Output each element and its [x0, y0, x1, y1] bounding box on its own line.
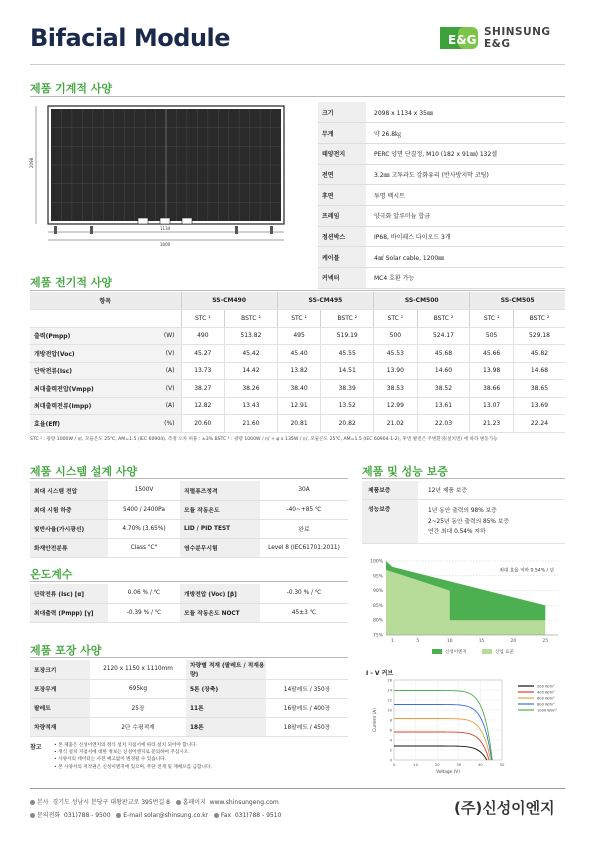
- spec-value: 695kg: [90, 679, 186, 698]
- spec-key: 5톤 (장축): [186, 679, 266, 698]
- note-item: [54, 764, 212, 771]
- table-row: [30, 603, 348, 622]
- bullet-icon: [30, 813, 35, 818]
- spec-key: 전면: [318, 164, 366, 185]
- spec-value: PERC 양면 단결정, M10 (182 x 91㎜) 132셀: [366, 143, 565, 164]
- spec-row: [318, 226, 565, 247]
- stc-header: STC ¹: [374, 310, 418, 328]
- table-cell: 490: [181, 327, 225, 345]
- x-tick-label: 40: [477, 762, 483, 767]
- spec-value: 3.2㎜ 고투과도 강화유리 (반사방지막 코팅): [366, 164, 565, 185]
- footer-divider: [30, 788, 565, 789]
- spec-value: 14팔레트 / 350장: [266, 679, 348, 698]
- row-unit: (V): [145, 380, 181, 398]
- warranty-perf-value: [418, 499, 565, 543]
- x-tick-label: 1: [390, 639, 394, 644]
- y-tick-label: 16: [387, 677, 392, 683]
- brand-line-2: E&G: [484, 38, 511, 50]
- legend-label: 600 W/m²: [537, 696, 555, 701]
- model-header: SS-CM495: [277, 292, 373, 310]
- row-label: 출력(Pmpp): [30, 327, 145, 345]
- table-cell: 45.27: [181, 345, 225, 363]
- iv-chart-title: I - V 커브: [366, 670, 394, 677]
- table-row: [30, 415, 565, 433]
- spec-value: 1500V: [108, 481, 180, 500]
- spec-value: 완료: [260, 519, 348, 538]
- table-cell: 13.07: [470, 397, 514, 415]
- table-cell: 45.53: [374, 345, 418, 363]
- bstc-header: BSTC ²: [321, 310, 374, 328]
- spec-value: 45±3 ℃: [260, 603, 348, 622]
- bstc-header: BSTC ²: [513, 310, 565, 328]
- table-cell: 45.82: [513, 345, 565, 363]
- y-tick-label: 8: [389, 717, 392, 723]
- section-divider: [30, 657, 348, 658]
- y-tick-label: 95%: [372, 574, 383, 580]
- x-tick-label: 15: [478, 639, 485, 644]
- spec-row: [318, 268, 565, 289]
- row-label: 단락전류(Isc): [30, 362, 145, 380]
- warranty-product-value: 12년 제품 보증: [418, 481, 565, 499]
- table-cell: 21.60: [225, 415, 278, 433]
- bstc-header: BSTC ²: [225, 310, 278, 328]
- footer-home-label: 홈페이지: [182, 799, 206, 806]
- note-text: 본 제품은 신성이엔지의 정식 설치 지침서에 따라 설치 되어야 합니다.: [58, 743, 198, 748]
- y-tick-label: 0: [389, 757, 392, 763]
- row-unit: (A): [145, 362, 181, 380]
- spec-value: 25장: [90, 698, 186, 717]
- warranty-perf-line: 2~25년 동안 출력의 85% 보증: [428, 518, 509, 525]
- bullet-icon: [214, 813, 219, 818]
- spec-row: [318, 143, 565, 164]
- spec-key: 최대출력 (Pmpp) [γ]: [30, 603, 108, 622]
- table-cell: 529.18: [513, 327, 565, 345]
- note-text: 본 사양서의 저작권은 신성이엔지에 있으며, 무단 전재 및 재배포를 금합니다.: [58, 764, 212, 770]
- brand-name: [484, 26, 551, 50]
- spec-value: 30A: [260, 481, 348, 500]
- y-tick-label: 14: [387, 687, 392, 693]
- table-row: [30, 679, 348, 698]
- note-item: [54, 756, 212, 763]
- spec-key: 프레임: [318, 205, 366, 226]
- warranty-product-label: 제품보증: [362, 481, 418, 499]
- section-title-electrical: 제품 전기적 사양: [30, 276, 113, 289]
- spec-row: [318, 247, 565, 268]
- bullet-icon: •: [54, 757, 59, 763]
- y-tick-label: 75%: [372, 633, 383, 639]
- section-divider: [362, 478, 565, 479]
- y-tick-label: 2: [389, 747, 392, 753]
- spec-value: 5400 / 2400Pa: [108, 500, 180, 519]
- table-row: [30, 698, 348, 717]
- section-divider: [30, 96, 565, 97]
- spec-key: 포장무게: [30, 679, 90, 698]
- spec-value: Level 8 (IEC61701:2011): [260, 538, 348, 557]
- table-row: [30, 519, 348, 538]
- spec-key: 염수분무시험: [180, 538, 260, 557]
- footer-fax: 031)788 - 9510: [234, 812, 282, 819]
- spec-row: [318, 102, 565, 123]
- logo-mark-icon: [440, 24, 480, 52]
- temperature-table: [30, 584, 348, 623]
- y-tick-label: 85%: [372, 603, 383, 609]
- drawing-sub-label: 1000: [160, 242, 171, 247]
- spec-value: MC4 호환 가능: [366, 268, 565, 289]
- table-cell: 45.66: [470, 345, 514, 363]
- warranty-perf-line: 1년 동안 출력의 98% 보증: [428, 508, 497, 515]
- table-cell: 20.60: [181, 415, 225, 433]
- electrical-footnote: STC ¹ : 광량 1000W / ㎡, 모듈온도 25℃, AM=1.5 (IEC 60904), 측정 오차 허용 : ±3% BSTC ² : 광량 1000W / ㎡ + φ x 135W / ㎡, 모듈온도 25℃, AM=1.5 (IEC 60904-1-2), 후면 발전은 주변환경(설치면) 에 따라 변동가능: [30, 437, 498, 442]
- section-divider: [30, 478, 348, 479]
- table-cell: 21.23: [470, 415, 514, 433]
- spec-value: Class "C": [108, 538, 180, 557]
- row-label: 개방전압(Voc): [30, 345, 145, 363]
- y-tick-label: 6: [389, 727, 392, 733]
- table-cell: 22.03: [417, 415, 470, 433]
- row-unit: (W): [145, 327, 181, 345]
- row-unit: (V): [145, 345, 181, 363]
- notes-label: 참고: [30, 744, 42, 751]
- spec-value: 2120 x 1150 x 1110mm: [90, 660, 186, 679]
- table-cell: 513.82: [225, 327, 278, 345]
- spec-row: [318, 205, 565, 226]
- spec-value: 18팔레트 / 450장: [266, 717, 348, 736]
- x-tick-label: 50: [499, 762, 505, 767]
- spec-key: 정션박스: [318, 226, 366, 247]
- table-cell: 38.40: [277, 380, 321, 398]
- y-axis-label: Current (A): [373, 708, 378, 732]
- table-cell: 519.19: [321, 327, 374, 345]
- table-cell: 21.02: [374, 415, 418, 433]
- footer-brand: (주)신성이엔지: [454, 799, 555, 817]
- table-row: [30, 538, 348, 557]
- legend-label: 400 W/m²: [537, 690, 555, 695]
- bullet-icon: •: [54, 743, 59, 748]
- table-cell: 505: [470, 327, 514, 345]
- x-axis-label: Voltage (V): [436, 770, 460, 775]
- section-title-mechanical: 제품 기계적 사양: [30, 82, 113, 95]
- section-title-temperature: 온도계수: [30, 568, 73, 581]
- legend-label: 200 W/m²: [537, 684, 555, 689]
- footer-hq-label: 본사: [37, 799, 49, 806]
- bstc-header: BSTC ²: [417, 310, 470, 328]
- x-tick-label: 5: [416, 639, 420, 644]
- x-tick-label: 0: [392, 762, 396, 767]
- model-header: SS-CM505: [470, 292, 565, 310]
- table-cell: 22.24: [513, 415, 565, 433]
- table-cell: 20.81: [277, 415, 321, 433]
- row-label: 최대출력전압(Vmpp): [30, 380, 145, 398]
- footer-tel: 031)788 - 9500: [64, 812, 111, 819]
- table-row: [30, 481, 348, 500]
- row-label: 최대출력전류(Impp): [30, 397, 145, 415]
- electrical-spec-table: [30, 292, 565, 433]
- warranty-perf-line: 연간 최대 0.54% 저하: [428, 529, 486, 536]
- y-tick-label: 4: [389, 737, 392, 743]
- table-row: [30, 327, 565, 345]
- spec-key: 팔레트: [30, 698, 90, 717]
- legend-swatch: [432, 649, 442, 654]
- footer-line-1: [30, 797, 279, 806]
- spec-value: IP68, 바이패스 다이오드 3개: [366, 226, 565, 247]
- spec-value: 16팔레트 / 400장: [266, 698, 348, 717]
- table-cell: 13.61: [417, 397, 470, 415]
- x-tick-label: 10: [413, 762, 419, 767]
- table-cell: 38.66: [470, 380, 514, 398]
- drawing-width-label: 1134: [160, 226, 171, 231]
- note-text: 정식 설치 지침서에 대한 정보는 신성이엔지로 문의하여 주십시오.: [58, 750, 190, 756]
- table-cell: 38.26: [225, 380, 278, 398]
- table-cell: 14.42: [225, 362, 278, 380]
- spec-value: 4.70% (3.65%): [108, 519, 180, 538]
- logo-mark-text: E&G: [448, 33, 477, 47]
- bullet-icon: [30, 800, 35, 805]
- spec-key: 18톤: [186, 717, 266, 736]
- spec-key: 태양전지: [318, 143, 366, 164]
- spec-value: [266, 660, 348, 679]
- table-cell: 495: [277, 327, 321, 345]
- table-cell: 38.52: [417, 380, 470, 398]
- packing-table: [30, 660, 348, 737]
- spec-value: -0.30 % / ℃: [260, 584, 348, 603]
- footer-hq: 경기도 성남시 분당구 대왕판교로 395번길 8: [52, 799, 170, 806]
- spec-value: 4㎟ Solar cable, 1200㎜: [366, 247, 565, 268]
- warranty-table: [362, 481, 565, 544]
- spec-key: 차량별 적재 (팔레트 / 적재용량): [186, 660, 266, 679]
- table-cell: 45.68: [417, 345, 470, 363]
- spec-key: 개방전압 (Voc) [β]: [180, 584, 260, 603]
- y-tick-label: 90%: [372, 589, 383, 595]
- spec-value: 2098 x 1134 x 35㎜: [366, 102, 565, 123]
- table-cell: 12.82: [181, 397, 225, 415]
- drawing-height-label: 2098: [29, 157, 34, 168]
- spec-key: LID / PID TEST: [180, 519, 260, 538]
- footer-tel-label: 문의전화: [37, 812, 61, 819]
- y-tick-label: 10: [387, 707, 392, 713]
- spec-key: 최대 시스템 전압: [30, 481, 108, 500]
- table-cell: 45.55: [321, 345, 374, 363]
- note-item: [54, 742, 212, 749]
- stc-header: STC ¹: [470, 310, 514, 328]
- row-unit: (A): [145, 397, 181, 415]
- table-row: [30, 380, 565, 398]
- y-tick-label: 80%: [372, 618, 383, 624]
- spec-key: 무게: [318, 123, 366, 144]
- x-tick-label: 10: [446, 639, 453, 644]
- chart-annotation: 최대 효율 저하 0.54% / 년: [499, 568, 554, 574]
- spec-key: 차량적재: [30, 717, 90, 736]
- note-item: [54, 749, 212, 756]
- spec-value: -0.39 % / ℃: [108, 603, 180, 622]
- stc-header: STC ¹: [277, 310, 321, 328]
- table-cell: 13.90: [374, 362, 418, 380]
- spec-row: [318, 123, 565, 144]
- bullet-icon: [176, 800, 181, 805]
- table-row: [30, 362, 565, 380]
- footer-email-link[interactable]: solar@shinsung.co.kr: [143, 812, 209, 819]
- table-cell: 13.82: [277, 362, 321, 380]
- spec-row: [318, 164, 565, 185]
- section-title-system: 제품 시스템 설계 사양: [30, 465, 138, 478]
- spec-key: 최대 시험 하중: [30, 500, 108, 519]
- bullet-icon: •: [54, 764, 59, 770]
- row-unit: (%): [145, 415, 181, 433]
- spec-key: 빛반사율(가시광선): [30, 519, 108, 538]
- table-cell: 13.73: [181, 362, 225, 380]
- table-cell: 524.17: [417, 327, 470, 345]
- spec-value: 약 26.8㎏: [366, 123, 565, 144]
- table-cell: 13.52: [321, 397, 374, 415]
- table-cell: 45.42: [225, 345, 278, 363]
- table-row: [30, 584, 348, 603]
- section-divider: [30, 581, 348, 582]
- spec-key: 모듈 작동온도: [180, 500, 260, 519]
- spec-key: 커넥터: [318, 268, 366, 289]
- legend-label: 산업 표준: [495, 650, 514, 655]
- spec-value: 2단 수평적재: [90, 717, 186, 736]
- x-tick-label: 30: [456, 762, 462, 767]
- note-text: 사양서의 데이터는 사전 예고없이 변경될 수 있습니다.: [58, 757, 167, 763]
- legend-label: 1000 W/m²: [537, 708, 557, 713]
- x-tick-label: 20: [510, 639, 517, 644]
- spec-value: 투명 백시트: [366, 185, 565, 206]
- blank-header-cell: [30, 310, 181, 328]
- table-cell: 14.60: [417, 362, 470, 380]
- section-divider: [30, 290, 565, 291]
- section-title-packing: 제품 포장 사양: [30, 644, 102, 657]
- col-item-header: 항목: [30, 292, 181, 310]
- footer-home-link[interactable]: www.shinsungeng.com: [209, 799, 279, 806]
- footer-line-2: [30, 810, 281, 819]
- x-tick-label: 20: [434, 762, 440, 767]
- table-cell: 13.98: [470, 362, 514, 380]
- spec-value: 0.06 % / ℃: [108, 584, 180, 603]
- footer-fax-label: Fax: [220, 812, 232, 819]
- table-cell: 14.51: [321, 362, 374, 380]
- table-cell: 38.65: [513, 380, 565, 398]
- table-cell: 13.43: [225, 397, 278, 415]
- spec-key: 포장크기: [30, 660, 90, 679]
- model-header: SS-CM500: [374, 292, 470, 310]
- stc-header: STC ¹: [181, 310, 225, 328]
- table-cell: 38.27: [181, 380, 225, 398]
- brand-line-1: SHINSUNG: [484, 26, 551, 38]
- warranty-chart: [362, 555, 565, 665]
- page-title: Bifacial Module: [30, 24, 231, 52]
- table-cell: 12.99: [374, 397, 418, 415]
- spec-key: 케이블: [318, 247, 366, 268]
- table-row: [30, 345, 565, 363]
- header-divider: [30, 64, 565, 65]
- table-cell: 13.69: [513, 397, 565, 415]
- spec-key: 모듈 작동온도 NOCT: [180, 603, 260, 622]
- table-row: [30, 717, 348, 736]
- spec-key: 화재안전분류: [30, 538, 108, 557]
- table-cell: 500: [374, 327, 418, 345]
- notes-list: [54, 742, 212, 771]
- table-cell: 45.40: [277, 345, 321, 363]
- bullet-icon: •: [54, 750, 59, 756]
- table-row: [30, 660, 348, 679]
- spec-key: 크기: [318, 102, 366, 123]
- spec-key: 후면: [318, 185, 366, 206]
- bullet-icon: [116, 813, 121, 818]
- legend-label: 신성이엔지: [445, 650, 467, 655]
- y-tick-label: 12: [387, 697, 392, 703]
- spec-key: 11톤: [186, 698, 266, 717]
- legend-label: 800 W/m²: [537, 702, 555, 707]
- spec-value: -40~+85 ℃: [260, 500, 348, 519]
- y-tick-label: 100%: [370, 559, 383, 565]
- row-label: 효율(Eff): [30, 415, 145, 433]
- company-logo: [440, 24, 570, 54]
- table-cell: 12.91: [277, 397, 321, 415]
- legend-swatch: [482, 649, 492, 654]
- table-cell: 20.82: [321, 415, 374, 433]
- iv-chart: [362, 676, 565, 780]
- table-row: [30, 500, 348, 519]
- model-header: SS-CM490: [181, 292, 277, 310]
- spec-key: 직렬퓨즈정격: [180, 481, 260, 500]
- system-spec-table: [30, 481, 348, 558]
- section-title-warranty: 제품 및 성능 보증: [362, 465, 448, 478]
- table-row: [30, 397, 565, 415]
- table-cell: 38.39: [321, 380, 374, 398]
- footer-email-label: E-mail: [123, 812, 143, 819]
- spec-key: 단락전류 (Isc) [α]: [30, 584, 108, 603]
- table-cell: 14.68: [513, 362, 565, 380]
- table-cell: 38.53: [374, 380, 418, 398]
- x-tick-label: 25: [542, 639, 549, 644]
- mechanical-spec-table: [318, 102, 565, 289]
- spec-row: [318, 185, 565, 206]
- warranty-perf-label: 성능보증: [362, 499, 418, 543]
- module-drawing: [30, 100, 290, 250]
- spec-value: 양극화 알루미늄 합금: [366, 205, 565, 226]
